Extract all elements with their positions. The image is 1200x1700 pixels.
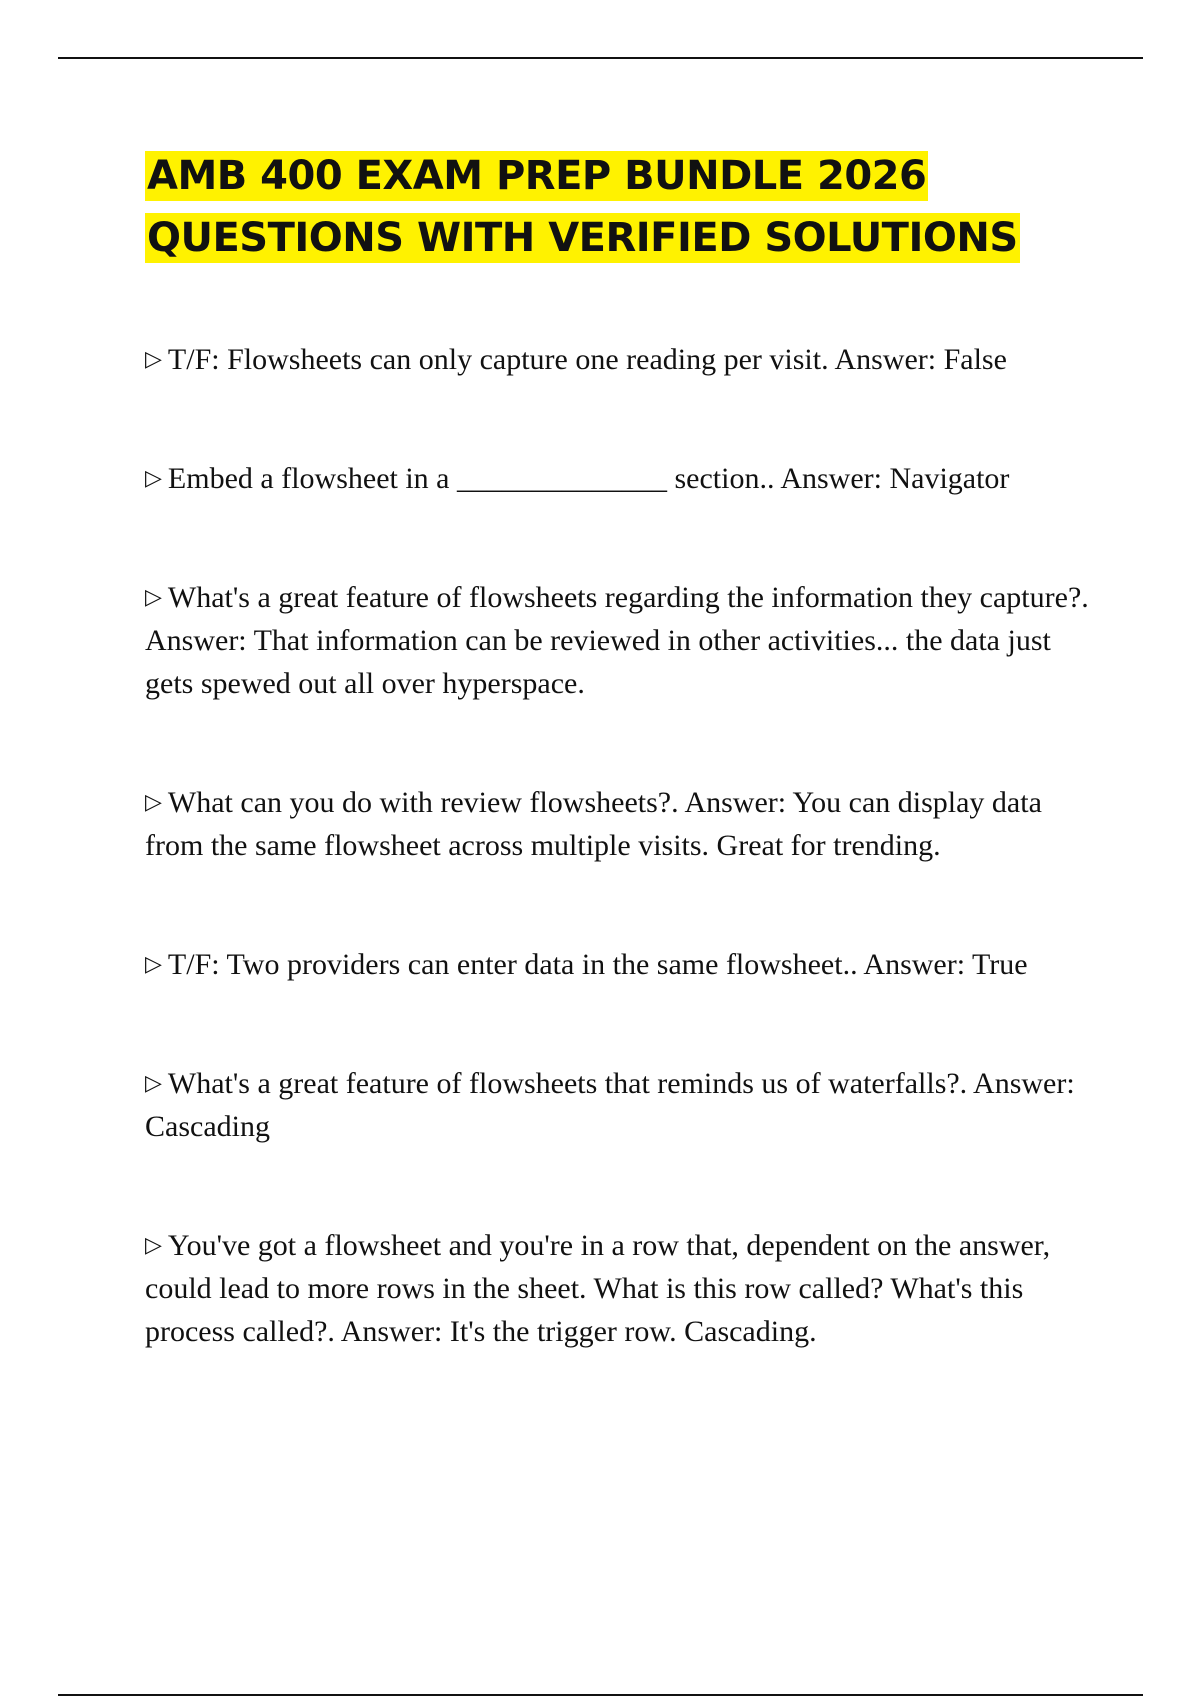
- triangle-bullet-icon: ▷: [145, 585, 162, 610]
- document-title: [145, 145, 1105, 269]
- qa-text: T/F: Flowsheets can only capture one reading per visit. Answer: False: [167, 343, 1007, 376]
- triangle-bullet-icon: ▷: [145, 347, 162, 372]
- qa-text: What's a great feature of flowsheets that reminds us of waterfalls?. Answer: Cascading: [145, 1067, 1075, 1143]
- qa-text: What's a great feature of flowsheets regarding the information they capture?. Answer: That information can be reviewed in other activities... the data just gets spewed out all over hyperspace.: [145, 581, 1089, 700]
- qa-text: Embed a flowsheet in a ______________ section.. Answer: Navigator: [167, 462, 1010, 495]
- qa-text: You've got a flowsheet and you're in a row that, dependent on the answer, could lead to more rows in the sheet. What is this row called? What's this process called?. Answer: It's the trigger row. Cascading.: [145, 1229, 1051, 1348]
- qa-list: [145, 338, 1095, 1429]
- qa-item: [145, 1062, 1095, 1148]
- qa-item: [145, 781, 1095, 867]
- qa-item: [145, 457, 1095, 500]
- qa-text: T/F: Two providers can enter data in the same flowsheet.. Answer: True: [167, 948, 1028, 981]
- top-divider: [58, 57, 1143, 59]
- triangle-bullet-icon: ▷: [145, 790, 162, 815]
- qa-text: What can you do with review flowsheets?. Answer: You can display data from the same flowsheet across multiple visits. Great for trending.: [145, 786, 1042, 862]
- title-line-1: AMB 400 EXAM PREP BUNDLE 2026: [147, 153, 927, 199]
- triangle-bullet-icon: ▷: [145, 1233, 162, 1258]
- triangle-bullet-icon: ▷: [145, 466, 162, 491]
- qa-item: [145, 1224, 1095, 1353]
- triangle-bullet-icon: ▷: [145, 952, 162, 977]
- triangle-bullet-icon: ▷: [145, 1071, 162, 1096]
- bottom-divider: [58, 1694, 1143, 1696]
- title-line-2: QUESTIONS WITH VERIFIED SOLUTIONS: [147, 215, 1018, 261]
- qa-item: [145, 576, 1095, 705]
- qa-item: [145, 338, 1095, 381]
- qa-item: [145, 943, 1095, 986]
